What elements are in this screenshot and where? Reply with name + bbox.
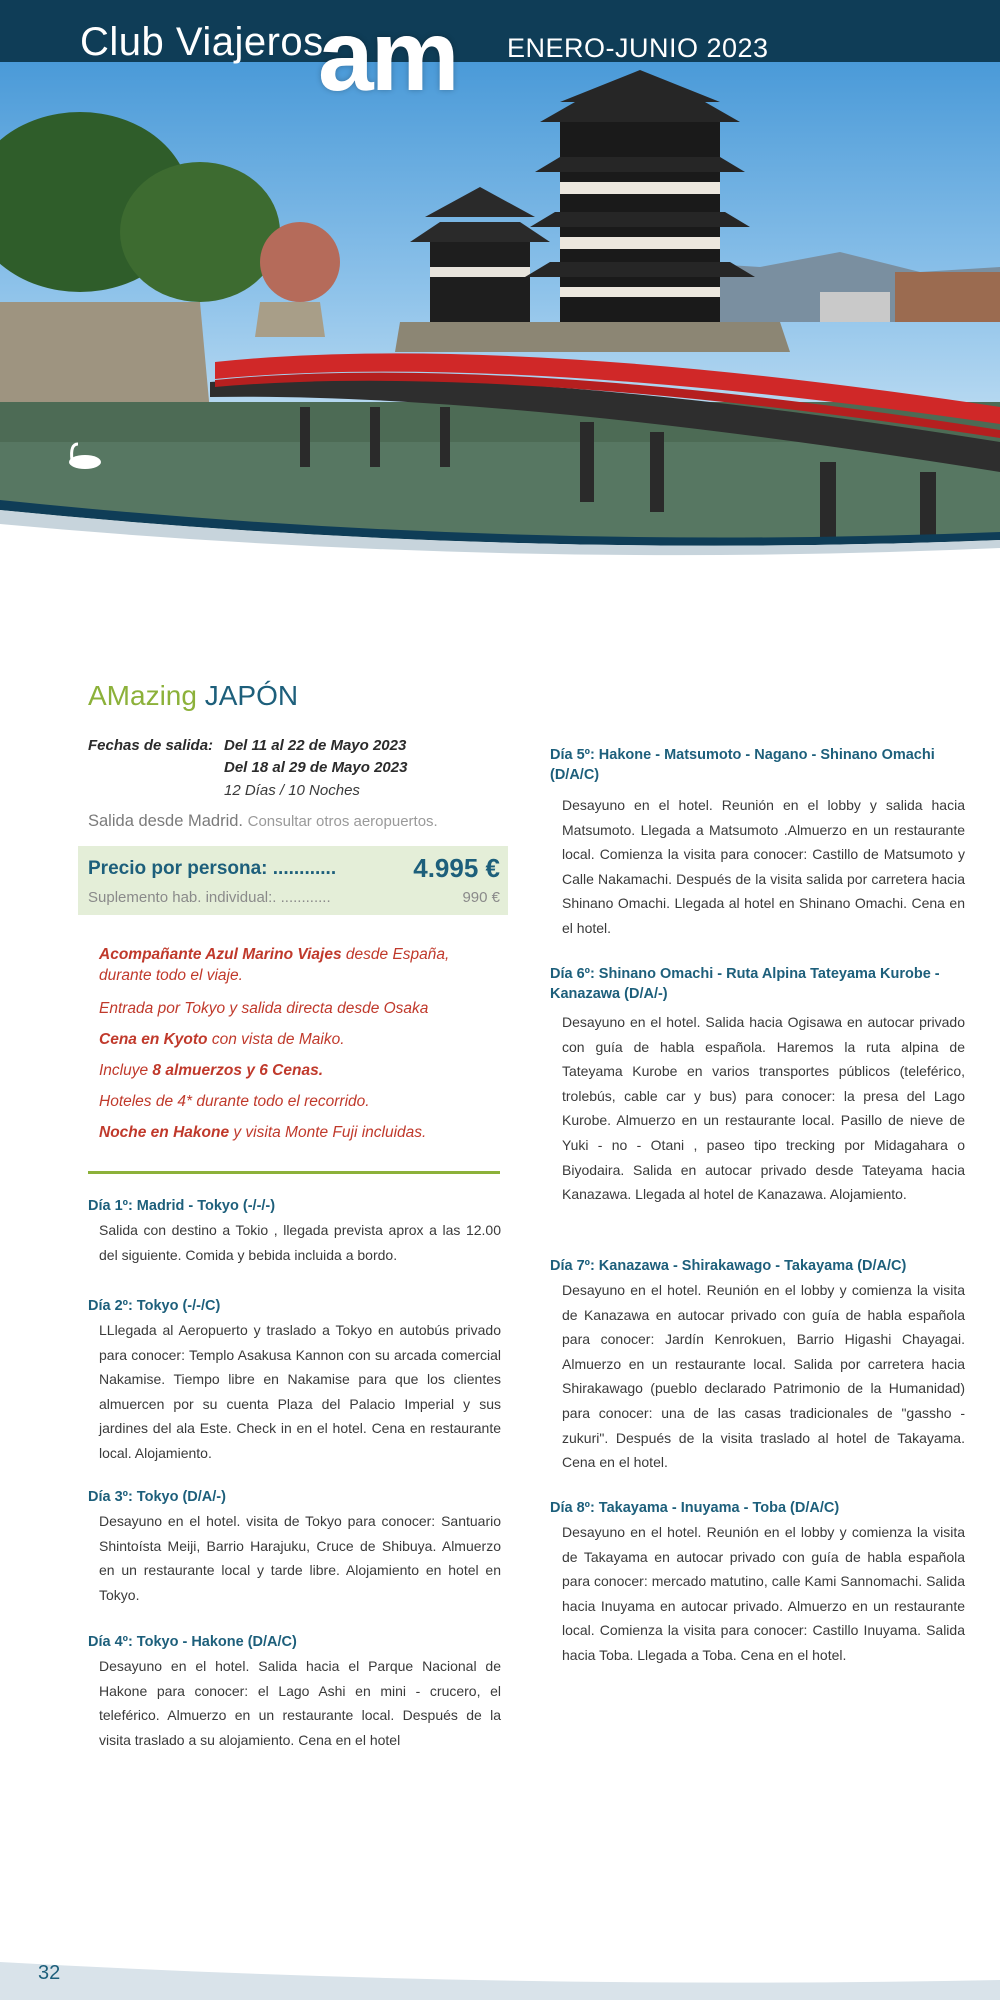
page-number: 32 xyxy=(38,1962,61,1984)
supplement-label: Suplemento hab. individual:. ............ xyxy=(88,889,331,906)
day-5-title: Día 5º: Hakone - Matsumoto - Nagano - Shinano Omachi (D/A/C) xyxy=(550,747,935,783)
trip-title xyxy=(88,680,298,712)
highlight-item: Entrada por Tokyo y salida directa desde Osaka xyxy=(99,1000,429,1017)
swan xyxy=(69,455,101,469)
day-5-text: Desayuno en el hotel. Reunión en el lobby y salida hacia Matsumoto. Llegada a Matsumoto .Almuerzo en un restaurante local. Comienza la visita para conocer: Castillo de Matsumoto y Calle Nakamachi. Después de la visita salida por carretera hacia Shinano Omachi. Llegada al hotel en Shinano Omachi. Cena en el hotel. xyxy=(562,797,965,936)
day-6-title: Día 6º: Shinano Omachi - Ruta Alpina Tateyama Kurobe - Kanazawa (D/A/-) xyxy=(550,966,940,1002)
tree xyxy=(120,162,280,302)
day-4-text: Desayuno en el hotel. Salida hacia el Parque Nacional de Hakone para conocer: el Lago Ashi en mini - crucero, el teleférico. Almuerzo en un restaurante local. Después de la visita traslado a su alojamiento. Cena en el hotel xyxy=(99,1658,501,1748)
day-3-text: Desayuno en el hotel. visita de Tokyo para conocer: Santuario Shintoísta Meiji, Barrio Harajuku, Cruce de Shibuya. Almuerzo en un restaurante local y tarde libre. Alojamiento en hotel en Tokyo. xyxy=(99,1513,501,1603)
brand-name: Club Viajeros xyxy=(80,20,324,64)
price-value: 4.995 € xyxy=(413,853,500,883)
highlight-item: Incluye 8 almuerzos y 6 Cenas. xyxy=(99,1062,324,1079)
day-8-text: Desayuno en el hotel. Reunión en el lobby y comienza la visita de Takayama en autocar privado con guía de habla española para conocer: mercado matutino, calle Kami Sannomachi. Salida hacia Inuyama en autocar privado. Almuerzo en un restaurante local. Comienza la visita para conocer: Castillo Inuyama. Salida hacia Toba. Llegada a Toba. Cena en el hotel. xyxy=(562,1524,965,1663)
price-box xyxy=(78,846,508,915)
tree xyxy=(260,222,340,302)
highlight-item: Hoteles de 4* durante todo el recorrido. xyxy=(99,1093,370,1110)
departure-date: Del 18 al 29 de Mayo 2023 xyxy=(224,759,408,776)
departure-city: Salida desde Madrid. xyxy=(88,812,244,830)
day-4-title: Día 4º: Tokyo - Hakone (D/A/C) xyxy=(88,1634,297,1650)
day-3-title: Día 3º: Tokyo (D/A/-) xyxy=(88,1489,226,1505)
stone-wall xyxy=(255,302,325,337)
day-7-title: Día 7º: Kanazawa - Shirakawago - Takayama (D/A/C) xyxy=(550,1258,907,1274)
title-prefix: AMazing xyxy=(88,680,197,711)
city-building xyxy=(820,292,890,322)
supplement-row xyxy=(88,889,500,906)
day-8-title: Día 8º: Takayama - Inuyama - Toba (D/A/C) xyxy=(550,1500,840,1516)
highlight-item: Noche en Hakone y visita Monte Fuji incluidas. xyxy=(99,1124,427,1141)
brand-logo: am xyxy=(318,0,457,112)
catalog-period: ENERO-JUNIO 2023 xyxy=(507,33,769,63)
supplement-value: 990 € xyxy=(462,889,500,906)
price-label: Precio por persona: ............ xyxy=(88,858,337,879)
title-main: JAPÓN xyxy=(204,680,299,711)
dates-label: Fechas de salida: xyxy=(88,737,214,754)
day-1-text: Salida con destino a Tokio , llegada prevista aprox a las 12.00 del siguiente. Comida y bebida incluida a bordo. xyxy=(99,1222,501,1263)
wave-divider xyxy=(0,480,1000,575)
departure-info xyxy=(88,812,438,831)
day-2-title: Día 2º: Tokyo (-/-/C) xyxy=(88,1298,221,1314)
departure-note: Consultar otros aeropuertos. xyxy=(247,813,438,830)
section-divider xyxy=(88,1171,500,1174)
trip-duration: 12 Días / 10 Noches xyxy=(224,782,360,799)
day-7-text: Desayuno en el hotel. Reunión en el lobby y comienza la visita de Kanazawa en autocar privado con guía de habla española para conocer: Jardín Kenrokuen, Barrio Higashi Chayagai. Almuerzo en un restaurante local. Salida por carretera hacia Shirakawago (pueblo declarado Patrimonio de la Humanidad) para conocer: una de las casas tradicionales de "gassho - zukuri". Después de la visita traslado al hotel de Takayama. Cena en el hotel. xyxy=(562,1282,965,1471)
castle-base xyxy=(395,322,790,352)
departure-date: Del 11 al 22 de Mayo 2023 xyxy=(224,737,407,754)
day-6-text: Desayuno en el hotel. Salida hacia Ogisawa en autocar privado con guía de habla española. Haremos la ruta alpina de Tateyama Kurobe en varios transportes públicos (teleférico, trolebús, cable car y bus) para conocer: la presa del Lago Kurobe. Almuerzo en un restaurante local. Pasillo de nieve de Yuki - no - Otani , paseo tipo trecking por Midagahara o Biyodaira. Salida en autocar privado desde Tateyama hacia Kanazawa. Llegada al hotel de Kanazawa. Alojamiento. xyxy=(562,1014,965,1203)
hero-banner xyxy=(0,0,1000,575)
day-2-text: LLlegada al Aeropuerto y traslado a Tokyo en autobús privado para conocer: Templo Asakusa Kannon con su arcada comercial Nakamise. Tiempo libre en Nakamise para que los clientes almuercen por su cuenta Plaza del Palacio Imperial y sus jardines del ala Este. Check in en el hotel. Cena en restaurante local. Alojamiento. xyxy=(99,1322,501,1461)
castle-photo xyxy=(0,62,1000,542)
highlight-item: Acompañante Azul Marino Viajes desde España, durante todo el viaje. xyxy=(99,946,450,984)
castle-tower xyxy=(430,237,530,322)
price-row xyxy=(88,853,500,883)
day-1-title: Día 1º: Madrid - Tokyo (-/-/-) xyxy=(88,1198,276,1214)
highlight-item: Cena en Kyoto con vista de Maiko. xyxy=(99,1031,345,1048)
city-building xyxy=(895,272,1000,322)
footer-wave xyxy=(0,1950,1000,2000)
